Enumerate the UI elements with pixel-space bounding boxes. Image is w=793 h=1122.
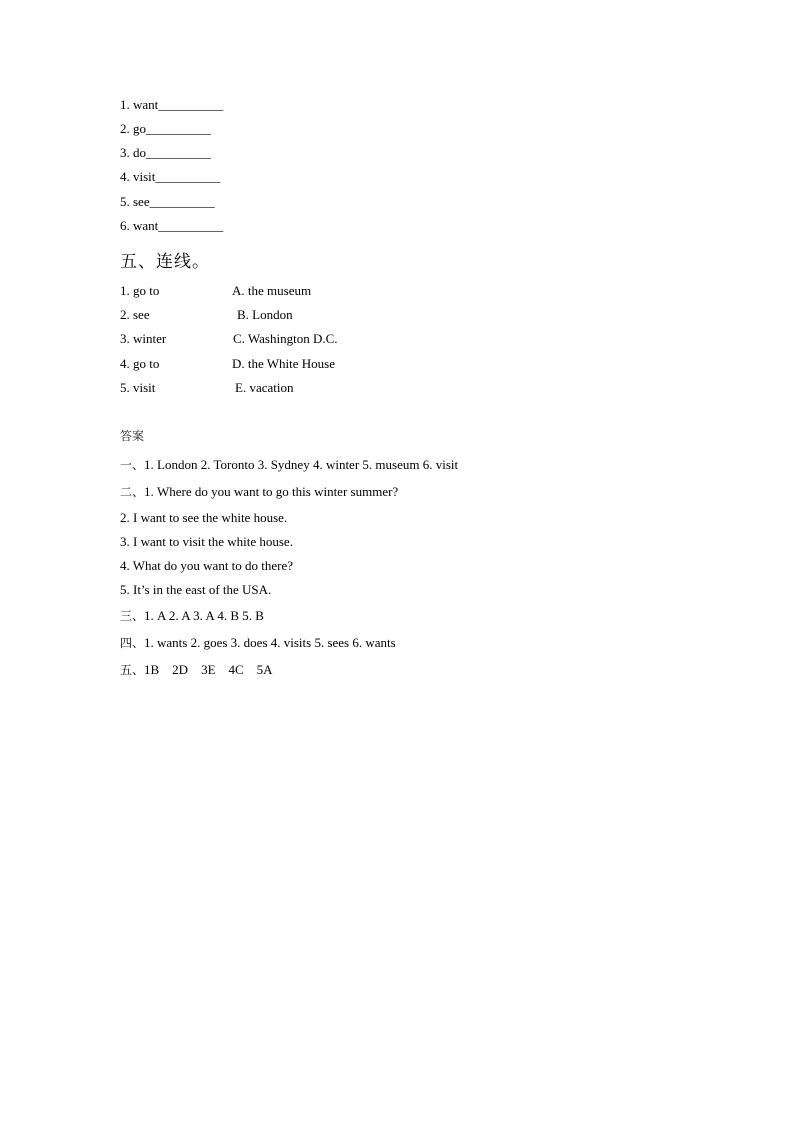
answers-heading: 答案: [120, 429, 145, 443]
answer-section-five: [120, 662, 273, 678]
answer-section-two: [120, 484, 398, 500]
blank-line-1: 1. want__________: [120, 97, 224, 112]
answer-s4-text: 1. wants 2. goes 3. does 4. visits 5. sees 6. wants: [144, 635, 396, 650]
answer-section-three: [120, 608, 264, 624]
answer-s2-line-2: 2. I want to see the white house.: [120, 510, 288, 525]
match-left-1: 1. go to: [120, 283, 160, 298]
answer-s2-text: 1. Where do you want to go this winter summer?: [144, 484, 399, 499]
answer-s3-text: 1. A 2. A 3. A 4. B 5. B: [144, 608, 264, 623]
blank-line-3: 3. do__________: [120, 145, 211, 160]
blank-line-6: 6. want__________: [120, 218, 224, 233]
answer-s2-line-5: 5. It’s in the east of the USA.: [120, 582, 272, 597]
match-left-5: 5. visit: [120, 380, 156, 395]
answer-s4-prefix: 四、: [120, 636, 145, 650]
match-right-d: D. the White House: [232, 356, 336, 371]
answer-s5-text: 1B 2D 3E 4C 5A: [144, 662, 273, 677]
blank-line-2: 2. go__________: [120, 121, 211, 136]
answer-s5-prefix: 五、: [120, 663, 145, 677]
match-left-4: 4. go to: [120, 356, 160, 371]
match-right-b: B. London: [237, 307, 293, 322]
answer-s2-prefix: 二、: [120, 485, 145, 499]
answer-s3-prefix: 三、: [120, 609, 145, 623]
match-left-3: 3. winter: [120, 331, 167, 346]
blank-line-5: 5. see__________: [120, 194, 215, 209]
answer-section-four: [120, 635, 396, 651]
answer-section-one: [120, 457, 458, 473]
match-right-e: E. vacation: [235, 380, 294, 395]
answer-s1-text: 1. London 2. Toronto 3. Sydney 4. winter 5. museum 6. visit: [144, 457, 459, 472]
answer-s1-prefix: 一、: [120, 458, 145, 472]
match-right-a: A. the museum: [232, 283, 312, 298]
answer-s2-line-4: 4. What do you want to do there?: [120, 558, 294, 573]
match-right-c: C. Washington D.C.: [233, 331, 338, 346]
answer-s2-line-3: 3. I want to visit the white house.: [120, 534, 293, 549]
match-left-2: 2. see: [120, 307, 150, 322]
section-five-title: 五、连线。: [120, 252, 210, 272]
blank-line-4: 4. visit__________: [120, 169, 221, 184]
